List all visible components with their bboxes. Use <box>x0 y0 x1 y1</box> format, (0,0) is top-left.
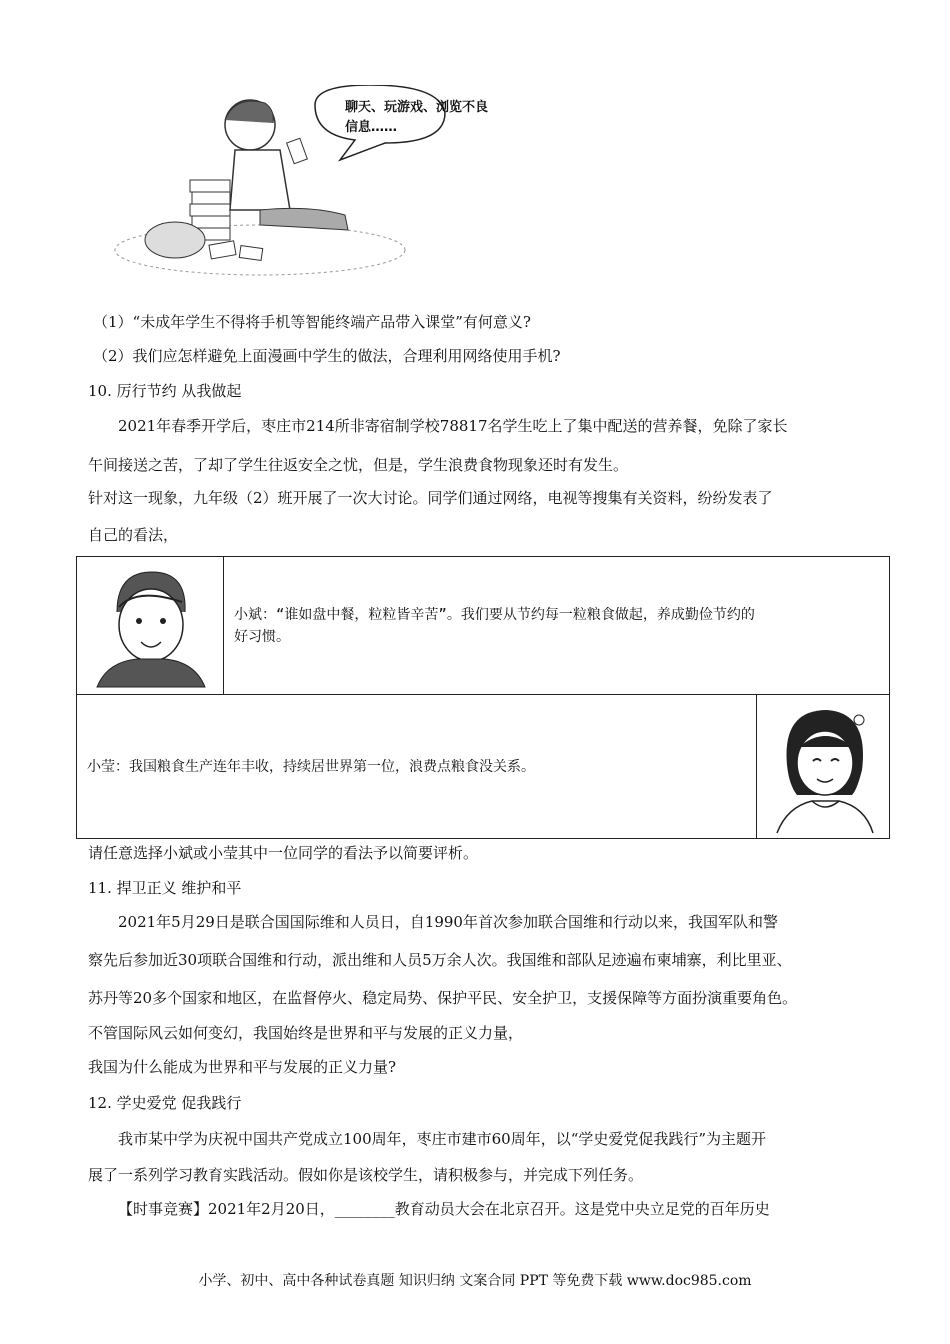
speech-bubble-text: 聊天、玩游戏、浏览不良信息…… <box>345 100 489 135</box>
xiaoying-portrait-cell <box>757 695 890 839</box>
q10-para1-line1: 2021年春季开学后，枣庄市214所非寄宿制学校78817名学生吃上了集中配送的营养餐，免除了家长 <box>118 417 788 435</box>
xiaobin-portrait <box>77 557 223 694</box>
q11-line2: 察先后参加近30项联合国维和行动，派出维和人员5万余人次。我国维和部队足迹遍布柬埔寨，利比里亚、 <box>88 951 792 969</box>
xiaobin-line1: 小斌：“谁如盘中餐，粒粒皆辛苦”。我们要从节约每一粒粮食做起，养成勤俭节约的 <box>234 606 755 623</box>
q12-line2: 展了一系列学习教育实践活动。假如你是该校学生，请积极参与，并完成下列任务。 <box>88 1166 644 1184</box>
xiaoying-portrait <box>757 695 889 838</box>
q12-line3: 【时事竞赛】2021年2月20日，________教育动员大会在北京召开。这是党中央立足党的百年历史 <box>118 1200 770 1218</box>
q9-sub2: （2）我们应怎样避免上面漫画中学生的做法，合理利用网络使用手机? <box>93 347 561 365</box>
q11-line3: 苏丹等20多个国家和地区，在监督停火、稳定局势、保护平民、安全护卫，支援保障等方面扮演重要角色。 <box>88 989 798 1007</box>
page-footer: 小学、初中、高中各种试卷真题 知识归纳 文案合同 PPT 等免费下载 www.doc985.com <box>198 1273 752 1289</box>
q10-para2-line2: 自己的看法， <box>88 526 179 544</box>
xiaoying-line: 小莹：我国粮食生产连年丰收，持续居世界第一位，浪费点粮食没关系。 <box>87 758 535 775</box>
xiaobin-portrait-cell <box>77 557 224 695</box>
q11-line4: 不管国际风云如何变幻，我国始终是世界和平与发展的正义力量， <box>88 1024 524 1042</box>
q11-line1: 2021年5月29日是联合国国际维和人员日，自1990年首次参加联合国维和行动以来，我国军队和警 <box>118 913 778 931</box>
dialog-table <box>76 556 890 839</box>
xiaobin-line2: 好习惯。 <box>234 628 290 645</box>
q11-heading: 11. 捍卫正义 维护和平 <box>88 879 242 897</box>
q10-para2-line1: 针对这一现象，九年级（2）班开展了一次大讨论。同学们通过网络，电视等搜集有关资料，纷纷发表了 <box>88 489 773 507</box>
q12-heading: 12. 学史爱党 促我践行 <box>88 1094 242 1112</box>
q12-line1: 我市某中学为庆祝中国共产党成立100周年，枣庄市建市60周年，以“学史爱党促我践行”为主题开 <box>118 1130 767 1148</box>
q10-heading: 10. 厉行节约 从我做起 <box>88 382 242 400</box>
xiaoying-text-cell <box>77 695 757 839</box>
q10-para1-line2: 午间接送之苦，了却了学生往返安全之忧，但是，学生浪费食物现象还时有发生。 <box>88 456 629 474</box>
q10-question: 请任意选择小斌或小莹其中一位同学的看法予以简要评析。 <box>88 844 479 862</box>
q11-question: 我国为什么能成为世界和平与发展的正义力量? <box>88 1058 397 1076</box>
q9-sub1: （1）“未成年学生不得将手机等智能终端产品带入课堂”有何意义? <box>93 313 531 331</box>
xiaobin-text-cell <box>224 557 890 695</box>
